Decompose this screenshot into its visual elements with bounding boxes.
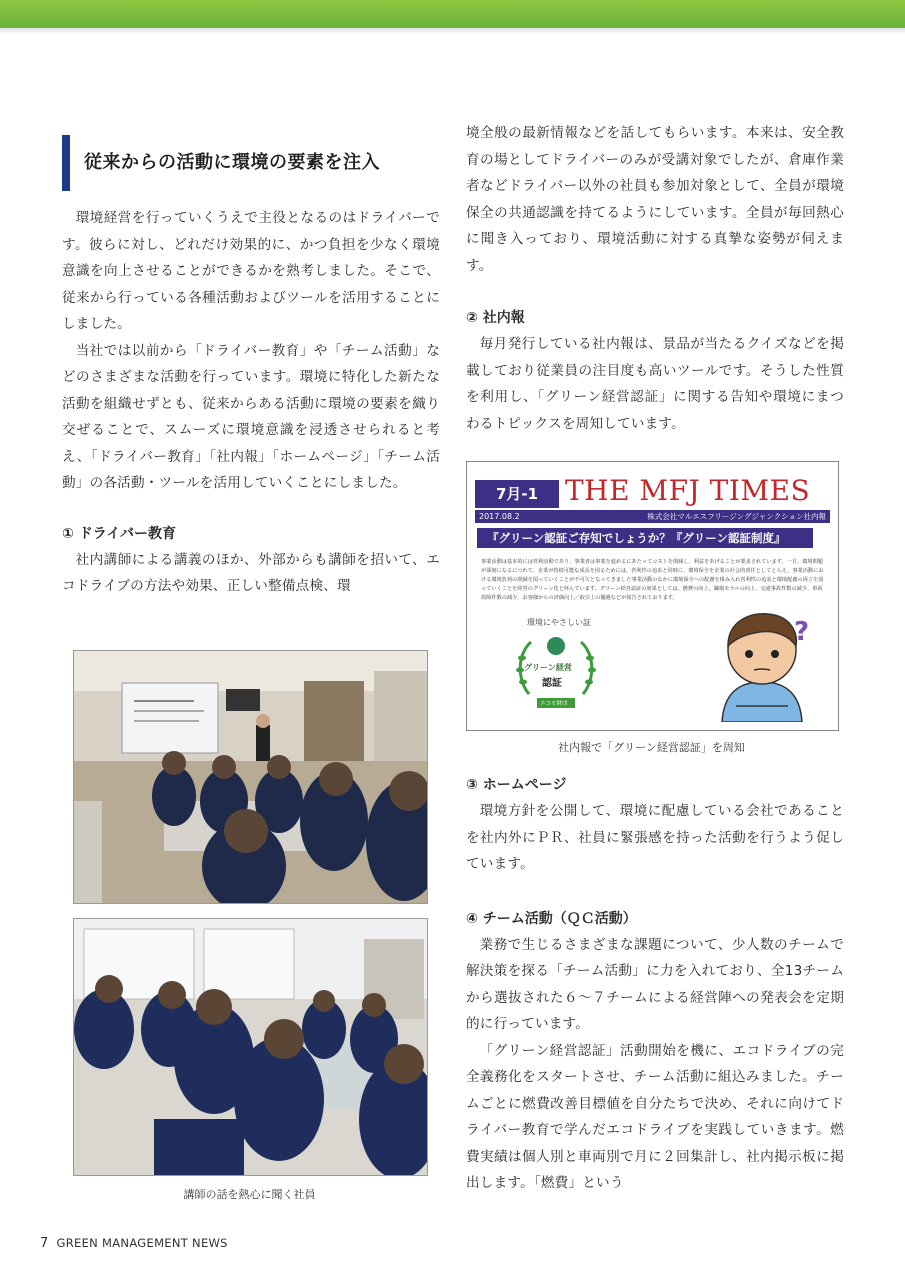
heading-accent-bar — [62, 135, 70, 191]
right-column — [466, 120, 844, 437]
newsletter-date: 2017.08.2 — [479, 512, 520, 521]
driver-education-continued: 境全般の最新情報などを話してもらいます。本来は、安全教育の場としてドライバーのみが受講対象でしたが、倉庫作業者などドライバー以外の社員も参加対象として、全員が環境保全の共通認識を持てるようにしています。全員が毎回熱心に聞き入っており、環境活動に対する真摯な姿勢が伺えます。 — [466, 125, 844, 274]
thinking-person-illustration — [702, 610, 822, 726]
photo-employees-listening — [73, 918, 428, 1176]
subheading-driver-education: ① ドライバー教育 — [62, 525, 177, 542]
driver-education-text: 社内講師による講義のほか、外部からも講師を招いて、エコドライブの方法や効果、正しい整備点検、環 — [62, 551, 440, 594]
homepage-text: 環境方針を公開して、環境に配慮している会社であることを社内外にＰＲ、社員に緊張感を持った活動を行うよう促しています。 — [466, 803, 844, 872]
internal-newsletter-text: 毎月発行している社内報は、景品が当たるクイズなどを掲載しており従業員の注目度も高いツールです。そうした性質を利用し、「グリーン経営認証」に関する告知や環境にまつわるトピックスを周知しています。 — [466, 336, 844, 432]
seal-text-line2: 認証 — [542, 678, 562, 689]
eco-label: 環境にやさしい証 — [527, 618, 591, 627]
subheading-internal-newsletter: ② 社内報 — [466, 310, 525, 326]
seal-text-line1: グリーン経営 — [524, 663, 572, 672]
left-column — [62, 130, 440, 600]
intro-paragraph-1: 環境経営を行っていくうえで主役となるのはドライバーです。彼らに対し、どれだけ効果的に、かつ負担を少なく環境意識を向上させることができるかを熟考しました。そこで、従来から行っている各種活動およびツールを活用することにしました。 — [62, 210, 440, 332]
newsletter-company: 株式会社マルエスフリージングジャンクション社内報 — [647, 512, 826, 521]
section-heading-text: 従来からの活動に環境の要素を注入 — [84, 152, 380, 173]
newsletter-caption: 社内報で「グリーン経営認証」を周知 — [558, 741, 745, 754]
publication-name: GREEN MANAGEMENT NEWS — [56, 1236, 228, 1250]
newsletter-title: THE MFJ TIMES — [565, 474, 811, 507]
team-activity-text-1: 業務で生じるさまざまな課題について、少人数のチームで解決策を探る「チーム活動」に力を入れており、全13チームから選抜された６～７チームによる経営陣への発表会を定期的に行っています。 — [466, 936, 844, 1032]
page-footer — [40, 1236, 228, 1251]
subheading-team-activity: ④ チーム活動（ＱＣ活動） — [466, 910, 637, 927]
right-column-lower — [466, 772, 844, 1197]
seal-text-line3: エコモ財団 — [540, 701, 568, 707]
newsletter-image — [466, 461, 839, 731]
top-green-bar — [0, 0, 905, 28]
newsletter-banner: 『グリーン認証ご存知でしょうか？『グリーン認証制度』 — [477, 528, 813, 548]
svg-text:?: ? — [794, 617, 810, 647]
newsletter-body-text: 事業活動は基本的には営利活動であり、事業者は事業を進めるにあたってコストを削減し、利益をあげることが要求されています。一方、環境問題が深刻になるにつれて、企業が持続可能な成長を図るためには、営利性の追求と同時に、環境保全を企業の社会的責任としてとらえ、事業活動における環境負荷の削減を図っていくことが不可欠となってきました事業活動のなかに環境保全への配慮を組み入れ営利性の追求と環境配慮の両立を図っていくことを経営のグリーン化と呼んでいます。グリーン経営認証の効果としては、燃費の向上、職場モラルの向上、交通事故件数の減少、車両故障件数の減少、お客様からの評価向上／取引上の優遇などが報告されております。 — [481, 559, 824, 601]
page-number: 7 — [40, 1236, 49, 1251]
photo-caption: 講師の話を熱心に聞く社員 — [183, 1188, 316, 1201]
newsletter-issue-tag: 7月-1 — [475, 480, 559, 508]
photo-lecture-room — [73, 650, 428, 904]
intro-paragraph-2: 当社では以前から「ドライバー教育」や「チーム活動」などのさまざまな活動を行っています。環境に特化した新たな活動を組織せずとも、従来からある活動に環境の要素を織り交ぜることで、スムーズに環境意識を浸透させられると考え、「ドライバー教育」「社内報」「ホームページ」「チーム活動」の各活動・ツールを活用していくことにしました。 — [62, 342, 440, 491]
team-activity-text-2: 「グリーン経営認証」活動開始を機に、エコドライブの完全義務化をスタートさせ、チーム活動に組込みました。チームごとに燃費改善目標値を自分たちで決め、それに向けてドライバー教育で学んだエコドライブを実践していきます。燃費実績は個人別と車両別で月に２回集計し、社内掲示板に掲出します。「燃費」という — [466, 1042, 844, 1191]
subheading-homepage: ③ ホームページ — [466, 777, 567, 793]
section-heading — [62, 135, 440, 191]
